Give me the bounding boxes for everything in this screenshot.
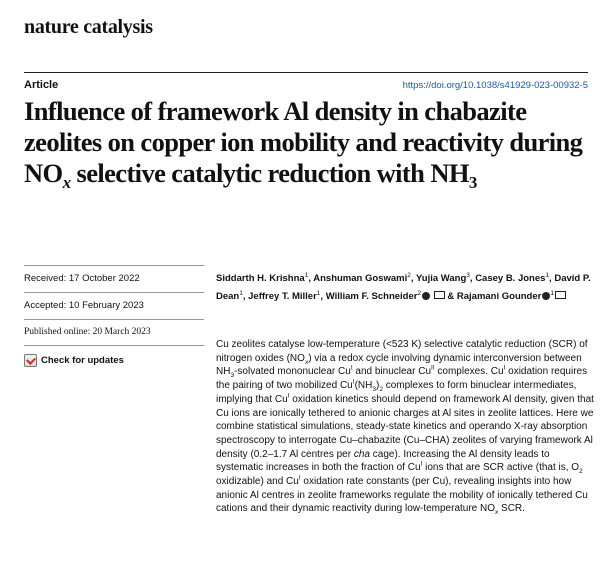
author[interactable]: Casey B. Jones bbox=[475, 273, 546, 285]
header-rule bbox=[24, 72, 588, 73]
check-updates-icon bbox=[24, 354, 37, 367]
check-for-updates-button[interactable] bbox=[24, 345, 204, 367]
article-dates bbox=[24, 265, 204, 367]
check-updates-label: Check for updates bbox=[41, 355, 124, 366]
author[interactable]: Jeffrey T. Miller bbox=[248, 291, 317, 303]
journal-name: nature catalysis bbox=[24, 16, 153, 38]
published-date: Published online: 20 March 2023 bbox=[24, 319, 204, 345]
received-date: Received: 17 October 2022 bbox=[24, 265, 204, 292]
accepted-date: Accepted: 10 February 2023 bbox=[24, 292, 204, 319]
author-list: Siddarth H. Krishna$^1$, Anshuman Goswami$^2$, Yujia Wang$^3$, Casey B. Jones$^1$, David P. Dean$^1$, Jeffrey T. Miller$^1$, William F. Schneider$^2$ & Rajamani Gounder $^1$ bbox=[216, 272, 591, 303]
author[interactable]: David P. Dean bbox=[216, 273, 591, 303]
article-title: Influence of framework Al density in chabazite zeolites on copper ion mobility and reactivity during $NO_x$ selective catalytic reduction with $NH_3$ bbox=[24, 96, 583, 192]
email-icon[interactable] bbox=[555, 291, 566, 299]
doi-link[interactable]: https://doi.org/10.1038/s41929-023-00932-5 bbox=[402, 80, 588, 91]
email-icon[interactable] bbox=[434, 291, 445, 299]
author[interactable]: William F. Schneider bbox=[325, 291, 418, 303]
orcid-icon[interactable] bbox=[422, 292, 430, 300]
author[interactable]: Siddarth H. Krishna bbox=[216, 273, 305, 285]
article-type: Article bbox=[24, 79, 59, 91]
author[interactable]: Rajamani Gounder bbox=[456, 291, 542, 303]
title-subscript-x: x bbox=[62, 173, 71, 192]
author[interactable]: Anshuman Goswami bbox=[313, 273, 408, 285]
title-subscript-3: 3 bbox=[468, 173, 477, 192]
abstract: Cu zeolites catalyse low-temperature (<523 K) selective catalytic reduction (SCR) of nitrogen oxides $(NO_x)$ via a redox cycle involving dynamic interconversion between $NH_3$-solvated mononuclear $Cu^I$ and binuclear $Cu^{II}$ complexes. $Cu^I$ oxidation requires the pairing of two mobilized $Cu^I(NH_3)_2$ complexes to form binuclear intermediates, implying that $Cu^I$ oxidation kinetics should depend on framework Al density, given that Cu ions are ionically tethered to anionic charges at Al sites in zeolite lattices. Here we combine statistical simulations, steady-state kinetics and operando X-ray absorption spectroscopy to interrogate Cu–chabazite (Cu–CHA) zeolites of varying framework Al density (0.2–1.7 Al centres per cha cage). Increasing the Al density leads to systematic increases in both the fraction of $Cu^I$ ions that are SCR active (that is, $O_2$ oxidizable) and $Cu^I$ oxidation rate constants (per Cu), revealing insights into how anionic Al centres in zeolite frameworks regulate the mobility of ionically tethered Cu cations and their dynamic reactivity during low-temperature $NO_x$ SCR. bbox=[216, 339, 594, 517]
author[interactable]: Yujia Wang bbox=[415, 273, 467, 285]
